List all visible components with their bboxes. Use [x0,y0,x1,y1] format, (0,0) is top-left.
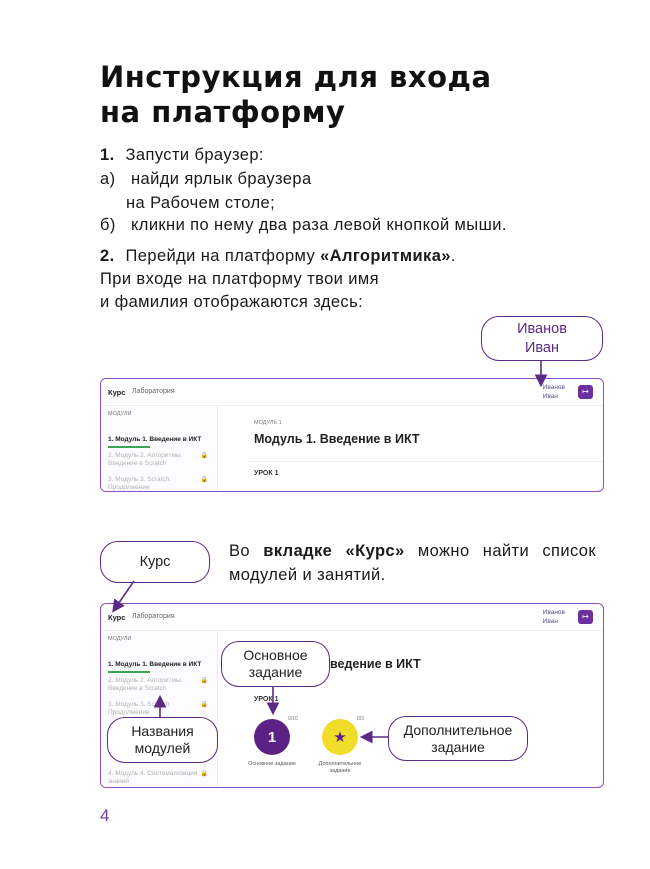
task-extra-score: 0/3 [357,716,364,722]
user-name-line2: Иван [542,393,558,400]
step1b-marker: б) [100,216,116,234]
task-main-caption: Основное задание [248,761,296,767]
step1-line [100,146,264,165]
lock-icon: 🔒 [200,702,208,708]
module-title-partial: ведение в ИКТ [330,657,421,671]
module3-line2: Продолжение [108,709,150,716]
lock-icon: 🔒 [200,771,208,777]
lesson-label: УРОК 1 [254,696,279,703]
active-module-underline [108,446,150,448]
task-extra-circle[interactable] [322,719,358,755]
step1a-line2: на Рабочем столе; [126,194,276,212]
tab-laboratory[interactable]: Лаборатория [132,613,175,620]
platform-topbar [101,379,603,406]
sidebar-item-module3[interactable] [108,476,212,492]
callout-extra-task-line2: задание [431,738,485,755]
task-main-number: 1 [267,728,277,746]
task-main-circle[interactable] [254,719,290,755]
module2-line1: 2. Модуль 2. Алгоритмы. [108,452,183,459]
lock-icon: 🔒 [200,453,208,459]
modules-header: МОДУЛИ [108,636,132,642]
module4-line2: знаний [108,778,130,785]
lesson-label: УРОК 1 [254,470,279,477]
platform-screenshot-login [100,378,604,492]
exit-button[interactable] [578,610,593,624]
module2-line2: Введение в Scratch [108,460,167,467]
page-title [100,60,492,130]
sidebar-item-module1[interactable]: 1. Модуль 1. Введение в ИКТ [108,436,202,443]
tab-laboratory[interactable]: Лаборатория [132,388,175,395]
sidebar-item-module2[interactable] [108,452,212,468]
exit-button[interactable] [578,385,593,399]
content-divider [248,461,603,462]
user-name [543,608,565,626]
callout-main-task-line2: задание [248,664,303,680]
step2-line [100,247,456,266]
user-name-line1: Иванов [542,384,565,391]
step1a-text: найди ярлык браузера [130,170,312,188]
sidebar-item-module1[interactable]: 1. Модуль 1. Введение в ИКТ [108,661,202,668]
step2-number: 2. [100,247,115,265]
module2-line2: Введение в Scratch [108,685,167,692]
modules-sidebar [101,631,218,787]
course-text-bold: вкладке «Курс» [263,542,405,560]
module2-line1: 2. Модуль 2. Алгоритмы. [108,677,183,684]
page-title-line2: на платформу [100,95,346,129]
module-label: МОДУЛЬ 1 [254,420,282,426]
module4-line1: 4. Модуль 4. Систематизация [108,770,198,777]
callout-extra-task-line1: Дополнительное [403,721,513,738]
step1-text: Запусти браузер: [125,146,264,164]
callout-user-name-line1: Иванов [517,320,567,337]
callout-module-names-line2: модулей [134,740,191,756]
step1a-marker: а) [100,170,116,188]
course-text-line2: модулей и занятий. [229,566,386,584]
modules-header: МОДУЛИ [108,411,132,417]
callout-course: Курс [100,541,210,583]
sidebar-item-module3[interactable] [108,701,212,717]
step2-line3: и фамилия отображаются здесь: [100,293,364,311]
callout-user-name-line2: Иван [524,339,560,356]
user-name-line1: Иванов [542,609,565,616]
step2-text: Перейди на платформу [125,247,321,265]
tab-course[interactable]: Курс [108,388,126,397]
exit-icon: ↦ [582,387,589,396]
step2-dot: . [450,247,456,265]
user-name-line2: Иван [542,618,558,625]
callout-main-task-line1: Основное [243,647,308,663]
step1b-text: кликни по нему два раза левой кнопкой мыши. [130,216,507,234]
module3-line2: Продолжение [108,484,150,491]
course-text-rest: можно найти список [404,542,597,560]
platform-name: «Алгоритмика» [320,247,451,265]
module-content [218,406,603,491]
callout-module-names [107,717,218,763]
platform-topbar [101,604,603,631]
exit-icon: ↦ [582,612,589,621]
task-main-score: 0/10 [288,716,298,722]
lock-icon: 🔒 [200,678,208,684]
active-module-underline [108,671,150,673]
course-text-line1 [229,542,596,561]
callout-extra-task [388,716,528,761]
step1-number: 1. [100,146,115,164]
callout-module-names-line1: Названия [131,723,194,739]
lock-icon: 🔒 [200,477,208,483]
module-title: Модуль 1. Введение в ИКТ [254,432,420,446]
step1a-line [100,170,312,189]
step1b-line [100,216,590,235]
user-name [543,383,565,401]
sidebar-item-module4[interactable] [108,770,212,786]
module3-line1: 3. Модуль 3. Scratch. [108,701,172,708]
task-extra-caption [306,761,374,775]
modules-sidebar [101,406,218,491]
star-icon: ★ [333,729,347,746]
sidebar-item-module2[interactable] [108,677,212,693]
tab-course[interactable]: Курс [108,613,126,622]
callout-main-task [221,641,330,687]
page-number: 4 [100,806,110,825]
callout-user-name [481,316,603,361]
task-extra-caption-line1: Дополнительное [318,761,362,767]
step2-line2: При входе на платформу твои имя [100,270,379,288]
task-extra-caption-line2: задание [329,768,351,774]
course-text-prefix: Во [229,542,264,560]
page-title-line1: Инструкция для входа [100,60,492,94]
module3-line1: 3. Модуль 3. Scratch. [108,476,172,483]
